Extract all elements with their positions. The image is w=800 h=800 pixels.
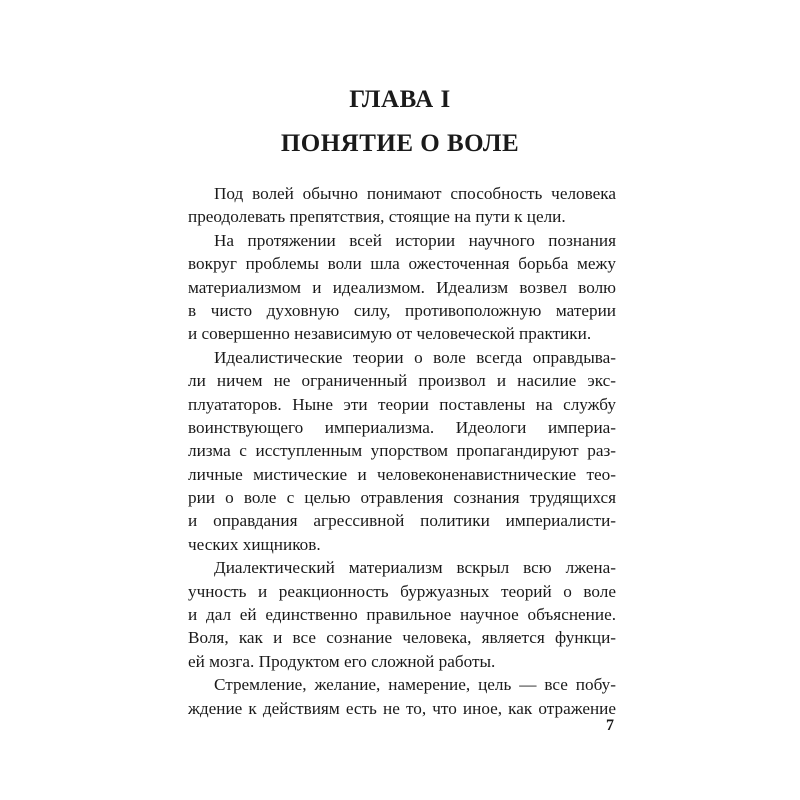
text-line: ли ничем не ограниченный произвол и насилие экс- <box>188 371 616 391</box>
text-line: вокруг проблемы воли шла ожесточенная борьба межу <box>188 254 616 274</box>
text-line: материализмом и идеализмом. Идеализм возвел волю <box>188 277 616 297</box>
page-number: 7 <box>606 717 614 734</box>
text-line: ческих хищников. <box>188 534 321 554</box>
chapter-title: ПОНЯТИЕ О ВОЛЕ <box>280 130 520 157</box>
text-line: и оправдания агрессивной политики империалисти- <box>188 511 616 531</box>
text-line: учность и реакционность буржуазных теорий о воле <box>188 581 616 601</box>
text-line: Идеалистические теории о воле всегда оправдыва- <box>214 347 616 367</box>
chapter-number: ГЛАВА I <box>349 86 451 113</box>
text-line: ей мозга. Продуктом его сложной работы. <box>188 651 496 671</box>
text-line: На протяжении всей истории научного познания <box>214 230 616 250</box>
body-text <box>188 182 616 720</box>
text-line: воинствующего империализма. Идеологи империа- <box>188 417 616 437</box>
text-line: лизма с исступленным упорством пропагандируют раз- <box>188 441 616 461</box>
text-line: и совершенно независимую от человеческой практики. <box>188 324 592 344</box>
text-line: Стремление, желание, намерение, цель — все побу- <box>214 675 616 695</box>
text-line: в чисто духовную силу, противоположную материи <box>188 300 616 320</box>
text-line: и дал ей единственно правильное научное объяснение. <box>188 605 616 625</box>
text-line: рии о воле с целью отравления сознания трудящихся <box>188 488 616 508</box>
text-line: Под волей обычно понимают способность человека <box>214 184 616 203</box>
text-line: Диалектический материализм вскрыл всю лжена- <box>214 558 616 578</box>
text-line: плуататоров. Ныне эти теории поставлены на службу <box>188 394 616 414</box>
text-line: Воля, как и все сознание человека, является функци- <box>188 628 616 648</box>
text-line: ждение к действиям есть не то, что иное, как отражение <box>188 698 616 718</box>
text-line: преодолевать препятствия, стоящие на пути к цели. <box>188 207 566 227</box>
text-line: личные мистические и человеконенавистнические тео- <box>188 464 616 484</box>
